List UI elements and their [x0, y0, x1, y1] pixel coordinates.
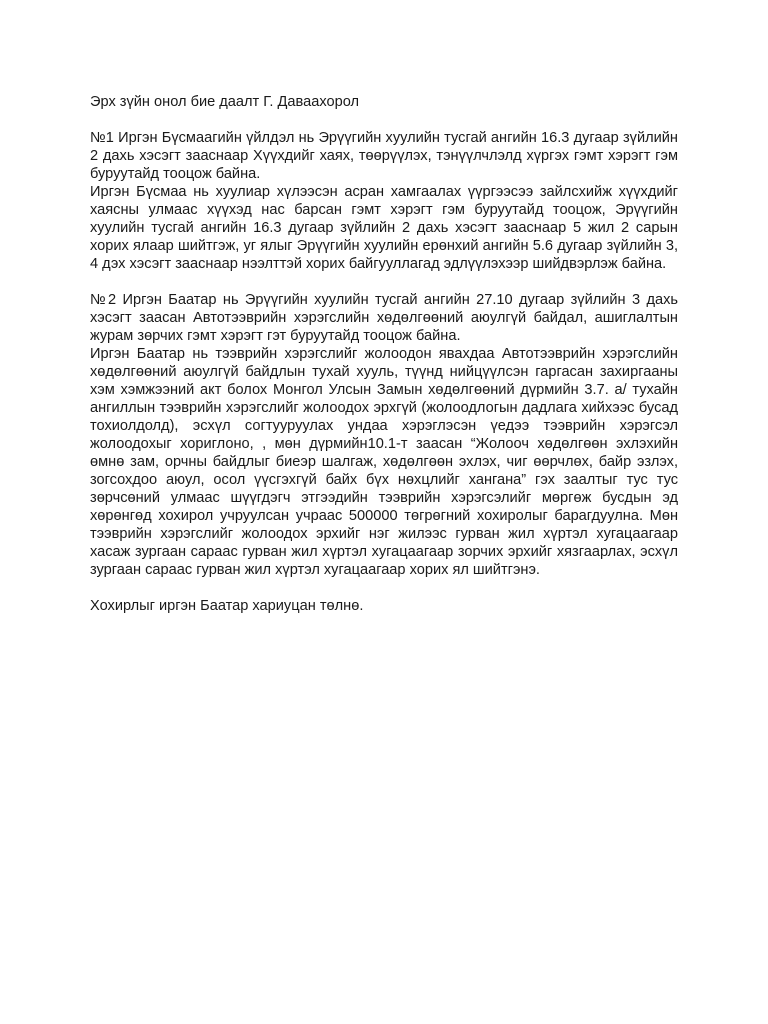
closing-statement: Хохирлыг иргэн Баатар хариуцан төлнө. — [90, 598, 364, 614]
document-page — [90, 93, 678, 615]
case1-sentence-paragraph: Иргэн Бүсмаа нь хуулиар хүлээсэн асран хамгаалах үүргээсээ зайлсхийж хүүхдийг хаясны улмаас хүүхэд нас барсан гэмт хэрэгт гэм буруутайд тооцож, Эрүүгийн хуулийн тусгай ангийн 16.3 дугаар зүйлийн 2 дахь хэсэгт зааснаар 5 жил 2 сарын хорих ялаар шийтгэж, уг ялыг Эрүүгийн хуулийн ерөнхий ангийн 5.6 дугаар зүйлийн 3, 4 дэх хэсэгт зааснаар нээлттэй хорих байгууллагад эдлүүлэхээр шийдвэрлэж байна. — [90, 184, 678, 272]
document-title: Эрх зүйн онол бие даалт Г. Даваахорол — [90, 94, 359, 110]
case1-verdict-paragraph: №1 Иргэн Бүсмаагийн үйлдэл нь Эрүүгийн хуулийн тусгай ангийн 16.3 дугаар зүйлийн 2 дахь хэсэгт зааснаар Хүүхдийг хаях, төөрүүлэх, тэнүүлчлэлд хүргэх гэмт хэрэгт гэм буруутайд тооцож байна. — [90, 130, 678, 182]
case2-sentence-paragraph: Иргэн Баатар нь тээврийн хэрэгслийг жолоодон явахдаа Автотээврийн хэрэгслийн хөдөлгөөний аюулгүй байдлын тухай хууль, түүнд нийцүүлсэн гаргасан захиргааны хэм хэмжээний акт болох Монгол Улсын Замын хөдөлгөөний дүрмийн 3.7. а/ тухайн ангиллын тээврийн хэрэгслийг жолоодох эрхгүй (жолоодлогын дадлага хийхээс бусад тохиолдолд), эсхүл согтууруулах ундаа хэрэглэсэн үедээ тээврийн хэрэгсэл жолоодохыг хориглоно, , мөн дүрмийн10.1-т заасан “Жолооч хөдөлгөөн эхлэхийн өмнө зам, орчны байдлыг биеэр шалгаж, хөдөлгөөн эхлэх, чиг өөрчлөх, байр эзлэх, зогсохдоо аюул, осол үүсгэхгүй байх бүх нөхцлийг хангана” гэх заалтыг тус тус зөрчсөний улмаас шүүгдэгч этгээдийн тээврийн хэрэгсэлийг мөргөж бусдын эд хөрөнгөд хохирол учруулсан учраас 500000 төгрөгний хохиролыг барагдуулна. Мөн тээврийн хэрэгслийг жолоодох эрхийг нэг жилээс гурван жил хүртэл хугацаагаар хасаж зургаан сараас гурван жил хүртэл хугацаагаар зорчих эрхийг хязгаарлах, эсхүл зургаан сараас гурван жил хүртэл хугацаагаар хорих ял шийтгэнэ. — [90, 346, 678, 578]
paragraph-gap — [90, 273, 678, 291]
case2-verdict-paragraph: №2 Иргэн Баатар нь Эрүүгийн хуулийн тусгай ангийн 27.10 дугаар зүйлийн 3 дахь хэсэгт заасан Автотээврийн хэрэгслийн хөдөлгөөний аюулгүй байдал, ашиглалтын журам зөрчих гэмт хэрэгт гэт буруутайд тооцож байна. — [90, 292, 678, 344]
paragraph-gap — [90, 579, 678, 597]
